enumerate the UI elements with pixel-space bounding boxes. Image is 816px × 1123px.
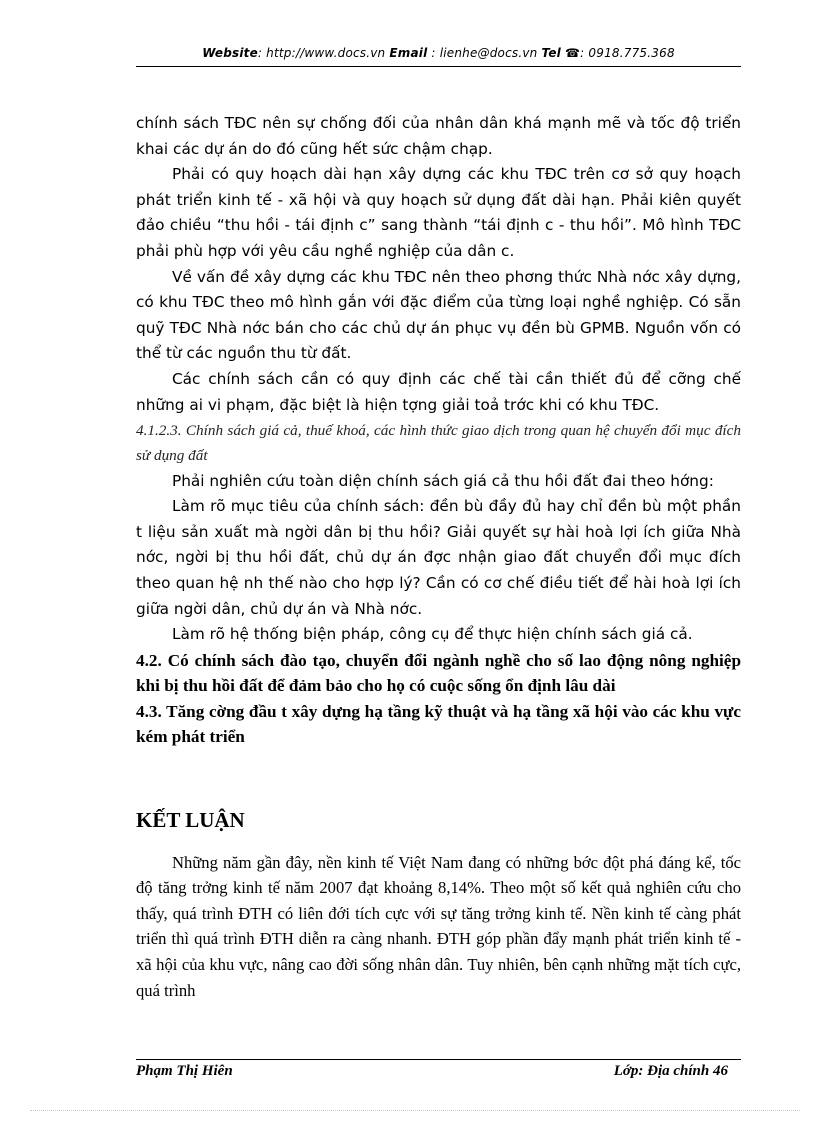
email-label: Email bbox=[389, 46, 428, 60]
website-value: : http://www.docs.vn bbox=[257, 46, 390, 60]
section-heading-4-3: 4.3. Tăng cờng đầu t xây dựng hạ tầng kỹ thuật và hạ tầng xã hội vào các khu vực kém phát triển bbox=[136, 701, 741, 747]
paragraph: chính sách TĐC nên sự chống đối của nhân dân khá mạnh mẽ và tốc độ triển khai các dự án do đó cũng hết sức chậm chạp. bbox=[136, 114, 741, 158]
footer-author: Phạm Thị Hiên bbox=[136, 1063, 233, 1079]
header-divider bbox=[136, 66, 741, 67]
section-heading-4-1-2-3: 4.1.2.3. Chính sách giá cả, thuế khoá, các hình thức giao dịch trong quan hệ chuyển đổi mục đích sử dụng đất bbox=[136, 422, 741, 465]
document-body bbox=[136, 111, 741, 1003]
section-heading-4-2: 4.2. Có chính sách đào tạo, chuyển đổi ngành nghề cho số lao động nông nghiệp khi bị thu hồi đất để đảm bảo cho họ có cuộc sống ổn định lâu dài bbox=[136, 650, 741, 696]
page-bottom-border bbox=[30, 1110, 800, 1111]
paragraph: Phải nghiên cứu toàn diện chính sách giá cả thu hồi đất đai theo hớng: bbox=[172, 471, 714, 490]
paragraph: Các chính sách cần có quy định các chế tài cần thiết đủ để cỡng chế những ai vi phạm, đặc biệt là hiện tợng giải toả trớc khi có khu TĐC. bbox=[136, 369, 741, 414]
paragraph: Làm rõ mục tiêu của chính sách: đền bù đầy đủ hay chỉ đền bù một phần t liệu sản xuất mà ngời dân bị thu hồi? Giải quyết sự hài hoà lợi ích giữa Nhà nớc, ngời bị thu hồi đất, chủ dự án đợc nhận giao đất chuyển đổi mục đích theo quan hệ nh thế nào cho hợp lý? Cần có cơ chế điều tiết để hài hoà lợi ích giữa ngời dân, chủ dự án và Nhà nớc. bbox=[136, 497, 741, 618]
website-label: Website bbox=[202, 46, 258, 60]
conclusion-title: KẾT LUẬN bbox=[136, 808, 245, 833]
footer-class: Lớp: Địa chính 46 bbox=[613, 1063, 728, 1079]
tel-value: : 0918.775.368 bbox=[580, 46, 675, 60]
email-value: : lienhe@docs.vn bbox=[427, 46, 542, 60]
telephone-icon: ☎ bbox=[565, 46, 581, 60]
page-header bbox=[136, 46, 741, 60]
footer-divider bbox=[136, 1059, 741, 1060]
tel-label: Tel bbox=[541, 46, 561, 60]
paragraph: Những năm gần đây, nền kinh tế Việt Nam đang có những bớc đột phá đáng kể, tốc độ tăng trởng kinh tế năm 2007 đạt khoảng 8,14%. Theo một số kết quả nghiên cứu cho thấy, quá trình ĐTH có liên đới tích cực với sự tăng trởng kinh tế. Nền kinh tế càng phát triển thì quá trình ĐTH diễn ra càng nhanh. ĐTH góp phần đẩy mạnh phát triển kinh tế - xã hội của khu vực, nâng cao đời sống nhân dân. Tuy nhiên, bên cạnh những mặt tích cực, quá trình bbox=[136, 852, 741, 1000]
paragraph: Làm rõ hệ thống biện pháp, công cụ để thực hiện chính sách giá cả. bbox=[172, 625, 693, 644]
paragraph: Phải có quy hoạch dài hạn xây dựng các khu TĐC trên cơ sở quy hoạch phát triển kinh tế - xã hội và quy hoạch sử dụng đất dài hạn. Phải kiên quyết đảo chiều “thu hồi - tái định c” sang thành “tái định c - thu hồi”. Mô hình TĐC phải phù hợp với yêu cầu nghề nghiệp của dân c. bbox=[136, 165, 741, 260]
paragraph: Về vấn đề xây dựng các khu TĐC nên theo phơng thức Nhà nớc xây dựng, có khu TĐC theo mô hình gắn với đặc điểm của từng loại nghề nghiệp. Có sẵn quỹ TĐC Nhà nớc bán cho các chủ dự án phục vụ đền bù GPMB. Nguồn vốn có thể từ các nguồn thu từ đất. bbox=[136, 267, 741, 363]
